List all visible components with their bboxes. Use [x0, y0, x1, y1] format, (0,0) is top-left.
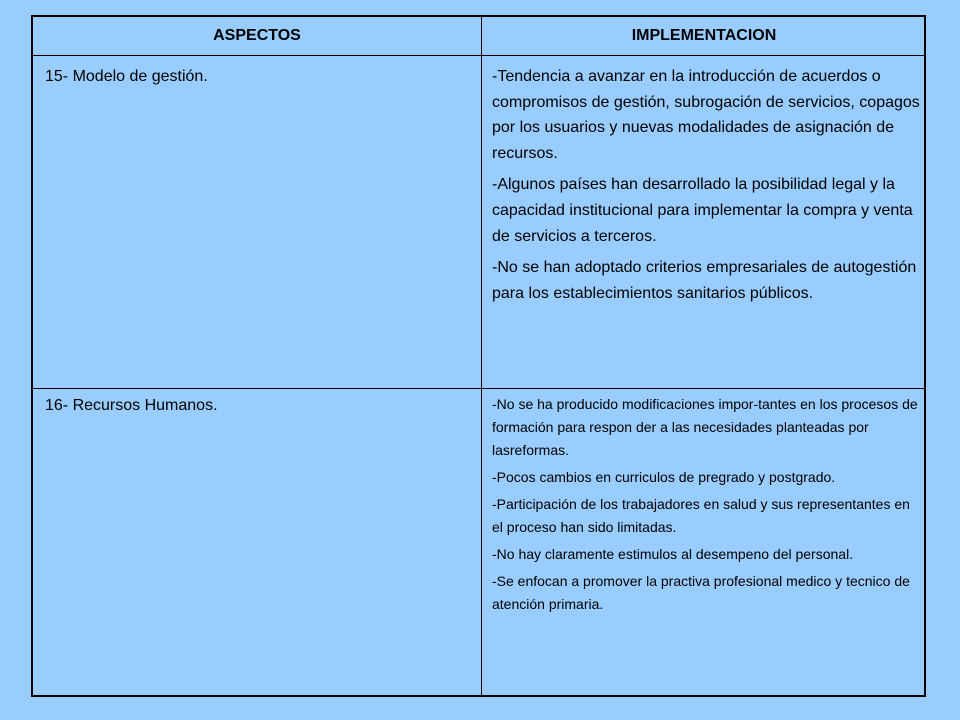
row-2-item-2: -Pocos cambios en curriculos de pregrado y postgrado. [492, 469, 836, 485]
row-divider [33, 388, 924, 389]
row-1-aspect: 15- Modelo de gestión. [45, 68, 208, 85]
column-divider [481, 17, 482, 695]
row-1-item-2: -Algunos países han desarrollado la posibilidad legal y la capacidad institucional para implementar la compra y venta de servicios a terceros. [492, 176, 913, 245]
aspects-table [31, 15, 926, 697]
row-2-item-4: -No hay claramente estimulos al desempeno del personal. [492, 546, 854, 562]
row-1-item-1: -Tendencia a avanzar en la introducción de acuerdos o compromisos de gestión, subrogación de servicios, copagos por los usuarios y nuevas modalidades de asignación de recursos. [492, 68, 920, 162]
header-divider [33, 55, 924, 56]
row-2-item-3: -Participación de los trabajadores en salud y sus representantes en el proceso han sido limitadas. [492, 496, 910, 535]
row-1-implementation [492, 64, 924, 312]
row-2-item-5: -Se enfocan a promover la practiva profesional medico y tecnico de atención primaria. [492, 573, 910, 612]
row-2-aspect: 16- Recursos Humanos. [45, 397, 218, 414]
header-implementation: IMPLEMENTACION [631, 27, 777, 44]
row-1-item-3: -No se han adoptado criterios empresariales de autogestión para los establecimientos sanitarios públicos. [492, 259, 917, 302]
row-2-item-1: -No se ha producido modificaciones impor-tantes en los procesos de formación para respon der a las necesidades planteadas por lasreformas. [492, 396, 918, 458]
header-aspects: ASPECTOS [213, 27, 301, 44]
row-2-implementation [492, 393, 924, 620]
